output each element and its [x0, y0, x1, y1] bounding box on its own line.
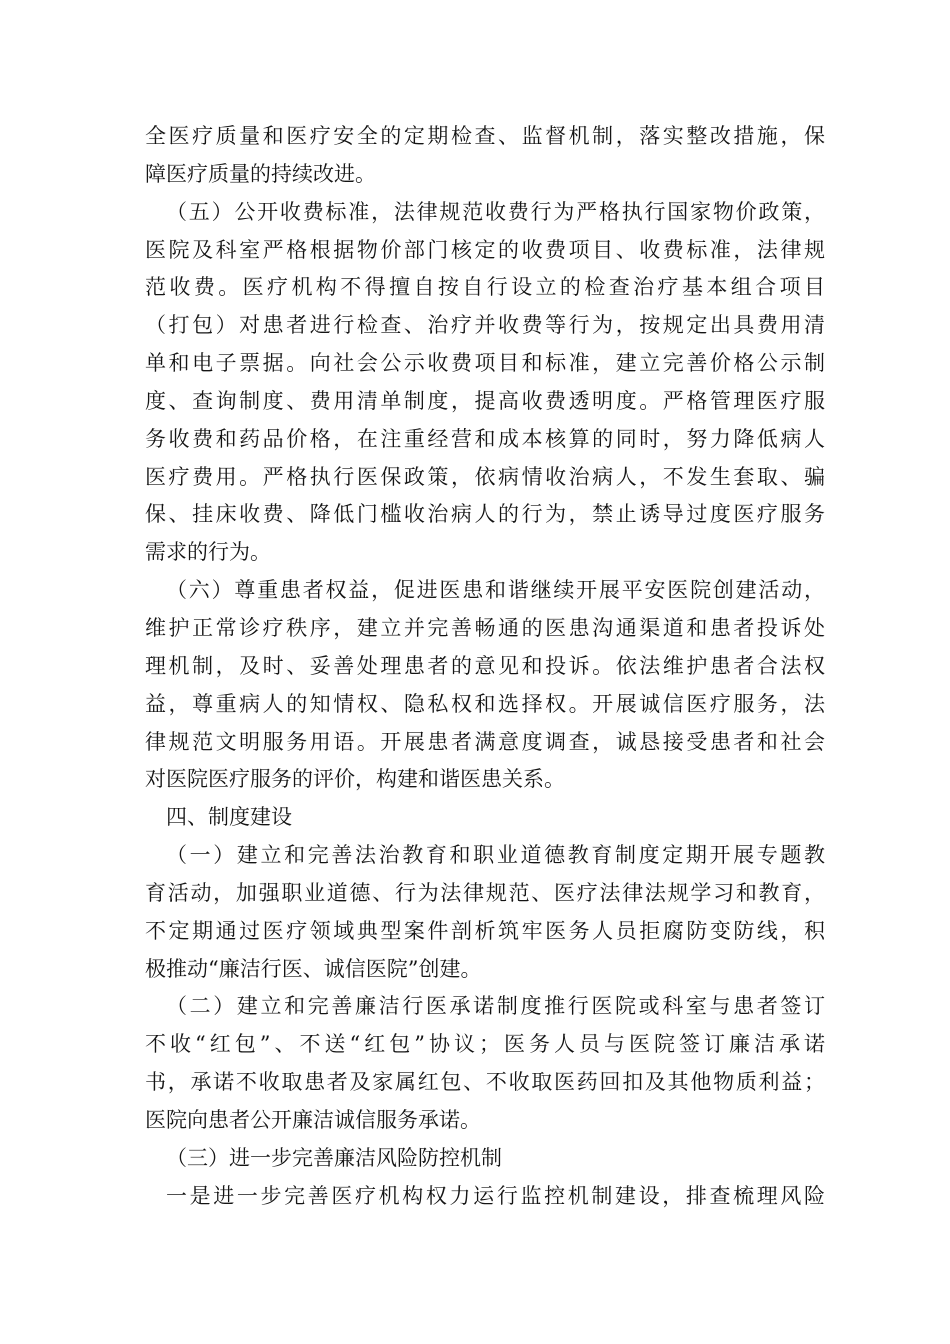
text-line: 极推动“廉洁行医、诚信医院”创建。	[145, 956, 482, 981]
text-line: 需求的行为。	[145, 540, 271, 565]
paragraph-start-line: （一）建立和完善法治教育和职业道德教育制度定期开展专题教	[166, 843, 825, 868]
text-line: 范收费。医疗机构不得擅自按自行设立的检查治疗基本组合项目	[145, 275, 825, 300]
text-line: 医疗费用。严格执行医保政策，依病情收治病人，不发生套取、骗	[145, 464, 825, 489]
text-line: 保、挂床收费、降低门槛收治病人的行为，禁止诱导过度医疗服务	[145, 502, 825, 527]
text-line: 单和电子票据。向社会公示收费项目和标准，建立完善价格公示制	[145, 351, 825, 376]
text-line: 理机制，及时、妥善处理患者的意见和投诉。依法维护患者合法权	[145, 653, 825, 678]
text-line: 律规范文明服务用语。开展患者满意度调查，诚恳接受患者和社会	[145, 729, 825, 754]
text-line: 对医院医疗服务的评价，构建和谐医患关系。	[145, 767, 565, 792]
paragraph-start-line: 一是进一步完善医疗机构权力运行监控机制建设，排查梳理风险	[166, 1183, 825, 1208]
paragraph-start-line: （六）尊重患者权益，促进医患和谐继续开展平安医院创建活动，	[166, 578, 825, 603]
paragraph-start-line: （二）建立和完善廉洁行医承诺制度推行医院或科室与患者签订	[166, 994, 825, 1019]
text-line: 医院向患者公开廉洁诚信服务承诺。	[145, 1107, 481, 1132]
text-line: 医院及科室严格根据物价部门核定的收费项目、收费标准，法律规	[145, 237, 825, 262]
subsection-heading: （三）进一步完善廉洁风险防控机制	[166, 1145, 502, 1170]
text-line: 全医疗质量和医疗安全的定期检查、监督机制，落实整改措施，保	[145, 124, 825, 148]
text-line: 益，尊重病人的知情权、隐私权和选择权。开展诚信医疗服务，法	[145, 691, 825, 716]
text-line: 度、查询制度、费用清单制度，提高收费透明度。严格管理医疗服	[145, 388, 825, 413]
text-line: 务收费和药品价格，在注重经营和成本核算的同时，努力降低病人	[145, 426, 825, 451]
text-line: 育活动，加强职业道德、行为法律规范、医疗法律法规学习和教育，	[145, 880, 825, 905]
text-line: 书，承诺不收取患者及家属红包、不收取医药回扣及其他物质利益；	[145, 1070, 825, 1095]
text-line: 维护正常诊疗秩序，建立并完善畅通的医患沟通渠道和患者投诉处	[145, 615, 825, 640]
paragraph-start-line: （五）公开收费标准，法律规范收费行为严格执行国家物价政策，	[166, 199, 825, 224]
document-body	[145, 118, 825, 1215]
text-line: 障医疗质量的持续改进。	[145, 161, 376, 186]
section-heading: 四、制度建设	[166, 805, 292, 830]
text-line: 不定期通过医疗领域典型案件剖析筑牢医务人员拒腐防变防线，积	[145, 918, 825, 943]
text-line: （打包）对患者进行检查、治疗并收费等行为，按规定出具费用清	[145, 313, 825, 338]
text-line: 不收“红包”、不送“红包”协议；医务人员与医院签订廉洁承诺	[145, 1032, 825, 1057]
